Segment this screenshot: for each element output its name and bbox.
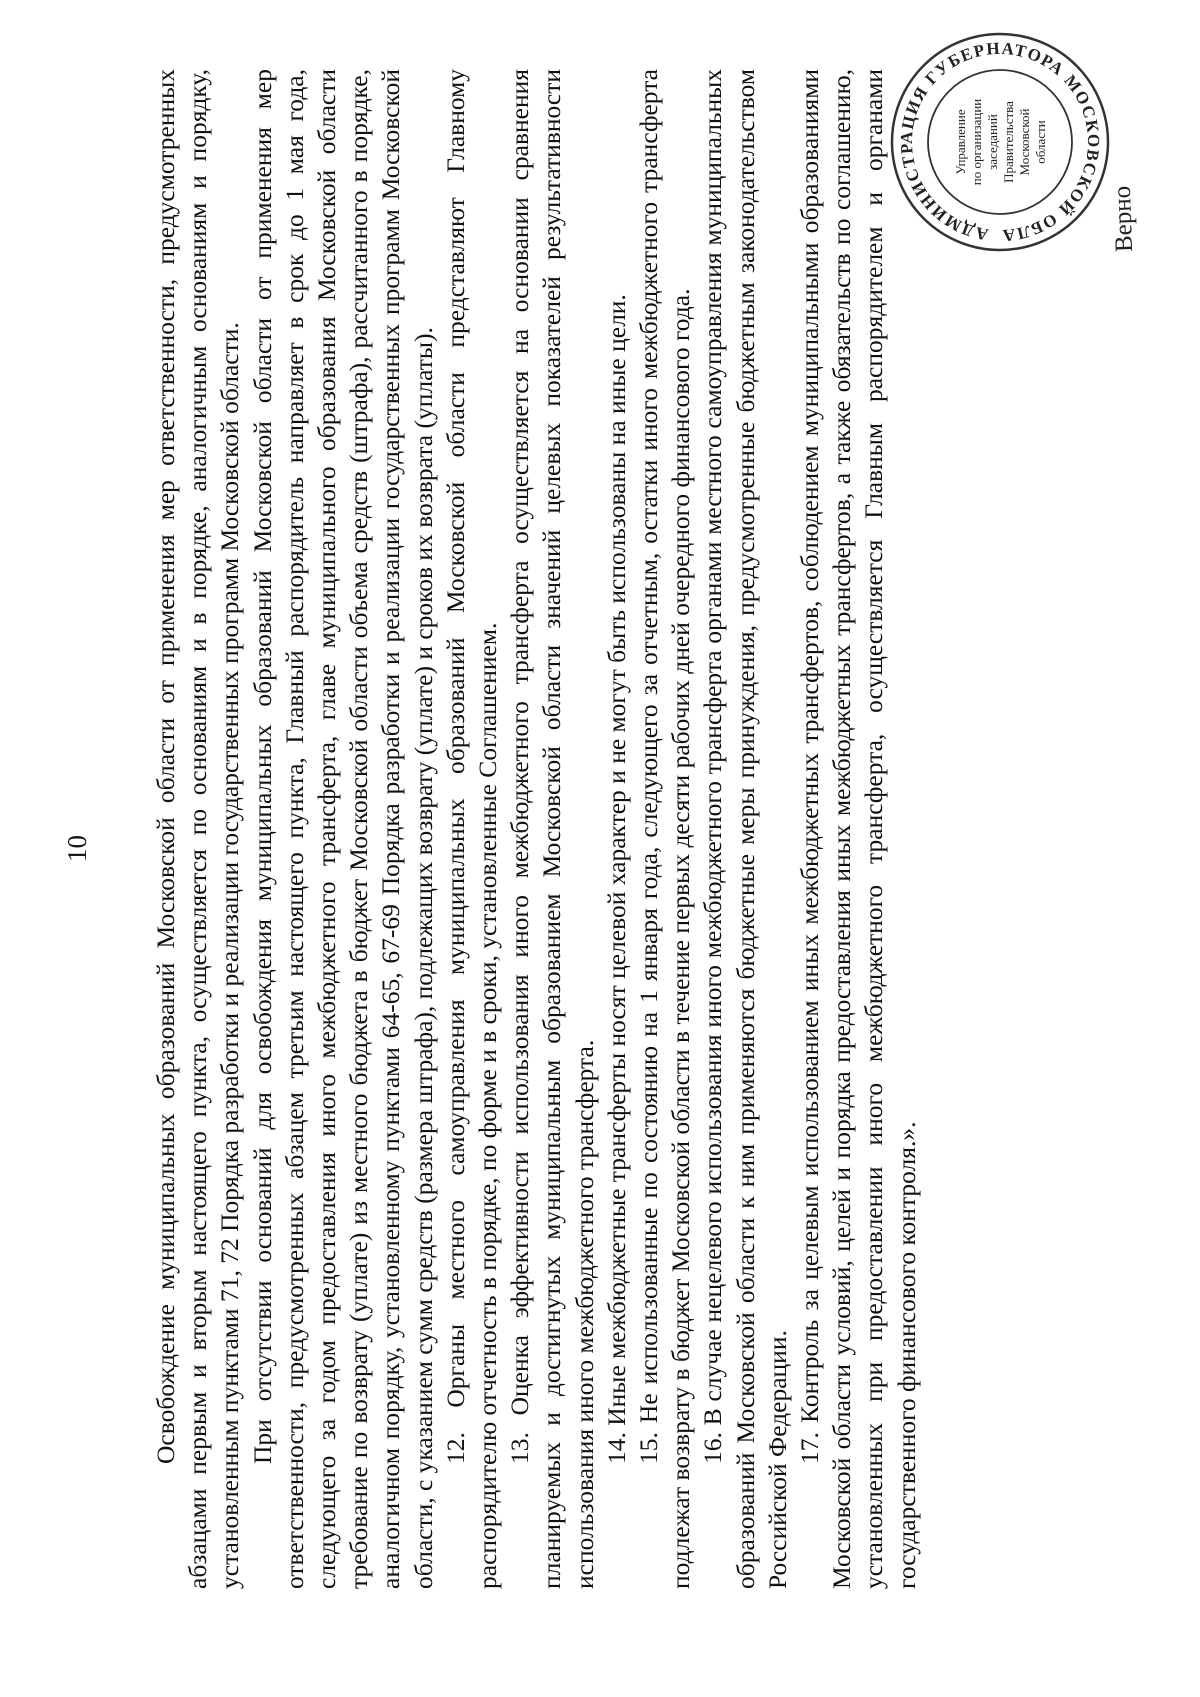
- official-stamp: [880, 27, 1120, 257]
- stamp-line-6: области: [1033, 120, 1048, 164]
- paragraph-17: 17. Контроль за целевым использованием иных межбюджетных трансфертов, соблюдением муниципальными образованиями Московской области условий, целей и порядка предоставления иных межбюджетных трансфертов, а также обязательств по соглашению, установленных при предоставлении иного межбюджетного трансферта, осуществляется Главным распорядителем и органами государственного финансового контроля.».: [795, 69, 921, 1589]
- stamp-line-2: по организации: [969, 98, 984, 186]
- paragraph-2: При отсутствии оснований для освобождения муниципальных образований Московской области от применения мер ответственности, предусмотренных абзацем третьим настоящего пункта, Главный распорядитель направляет в срок до 1 мая года, следующего за годом предоставления иного межбюджетного трансферта, главе муниципального образования Московской области требование по возврату (уплате) из местного бюджета в бюджет Московской области объема средств (штрафа), рассчитанного в порядке, аналогичном порядку, установленному пунктами 64-65, 67-69 Порядка разработки и реализации государственных программ Московской области, с указанием сумм средств (размера штрафа), подлежащих возврату (уплате) и сроков их возврата (уплаты).: [247, 69, 438, 1589]
- paragraph-15: 15. Не использованные по состоянию на 1 января года, следующего за отчетным, остатки иного межбюджетного трансферта подлежат возврату в бюджет Московской области в течение первых десяти рабочих дней очередного финансового года.: [634, 69, 696, 1589]
- stamp-line-3: заседаний: [985, 114, 1000, 170]
- paragraph-1: Освобождение муниципальных образований Московской области от применения мер ответственности, предусмотренных абзацами первым и вторым настоящего пункта, осуществляется по основаниям и в порядке, аналогичным основаниям и порядку, установленным пунктами 71, 72 Порядка разработки и реализации государственных программ Московской области.: [151, 69, 245, 1589]
- page-number: 10: [62, 835, 92, 862]
- paragraph-16: 16. В случае нецелевого использования иного межбюджетного трансферта органами местного самоуправления муниципальных образований Московской области к ним применяются бюджетные меры принуждения, предусмотренные бюджетным законодательством Российской Федерации.: [698, 69, 792, 1589]
- stamp-seal-icon: [880, 27, 1120, 257]
- document-body: [150, 69, 923, 1589]
- paragraph-13: 13. Оценка эффективности использования иного межбюджетного трансферта осуществляется на основании сравнения планируемых и достигнутых муниципальным образованием Московской области значений целевых показателей результативности использования иного межбюджетного трансферта.: [505, 69, 599, 1589]
- stamp-line-4: Правительства: [1001, 101, 1016, 183]
- stamp-line-1: Управление: [953, 109, 968, 175]
- stamp-outer-text: АДМИНИСТРАЦИЯ ГУБЕРНАТОРА МОСКОВСКОЙ ОБЛА: [896, 38, 1104, 246]
- stamp-line-5: Московской: [1017, 108, 1032, 176]
- paragraph-12: 12. Органы местного самоуправления муниципальных образований Московской области представляют Главному распорядителю отчетность в порядке, по форме и в сроки, установленные Соглашением.: [440, 69, 503, 1589]
- verify-label: Верно: [1108, 185, 1139, 253]
- paragraph-14: 14. Иные межбюджетные трансферты носят целевой характер и не могут быть использованы на иные цели.: [601, 294, 631, 1464]
